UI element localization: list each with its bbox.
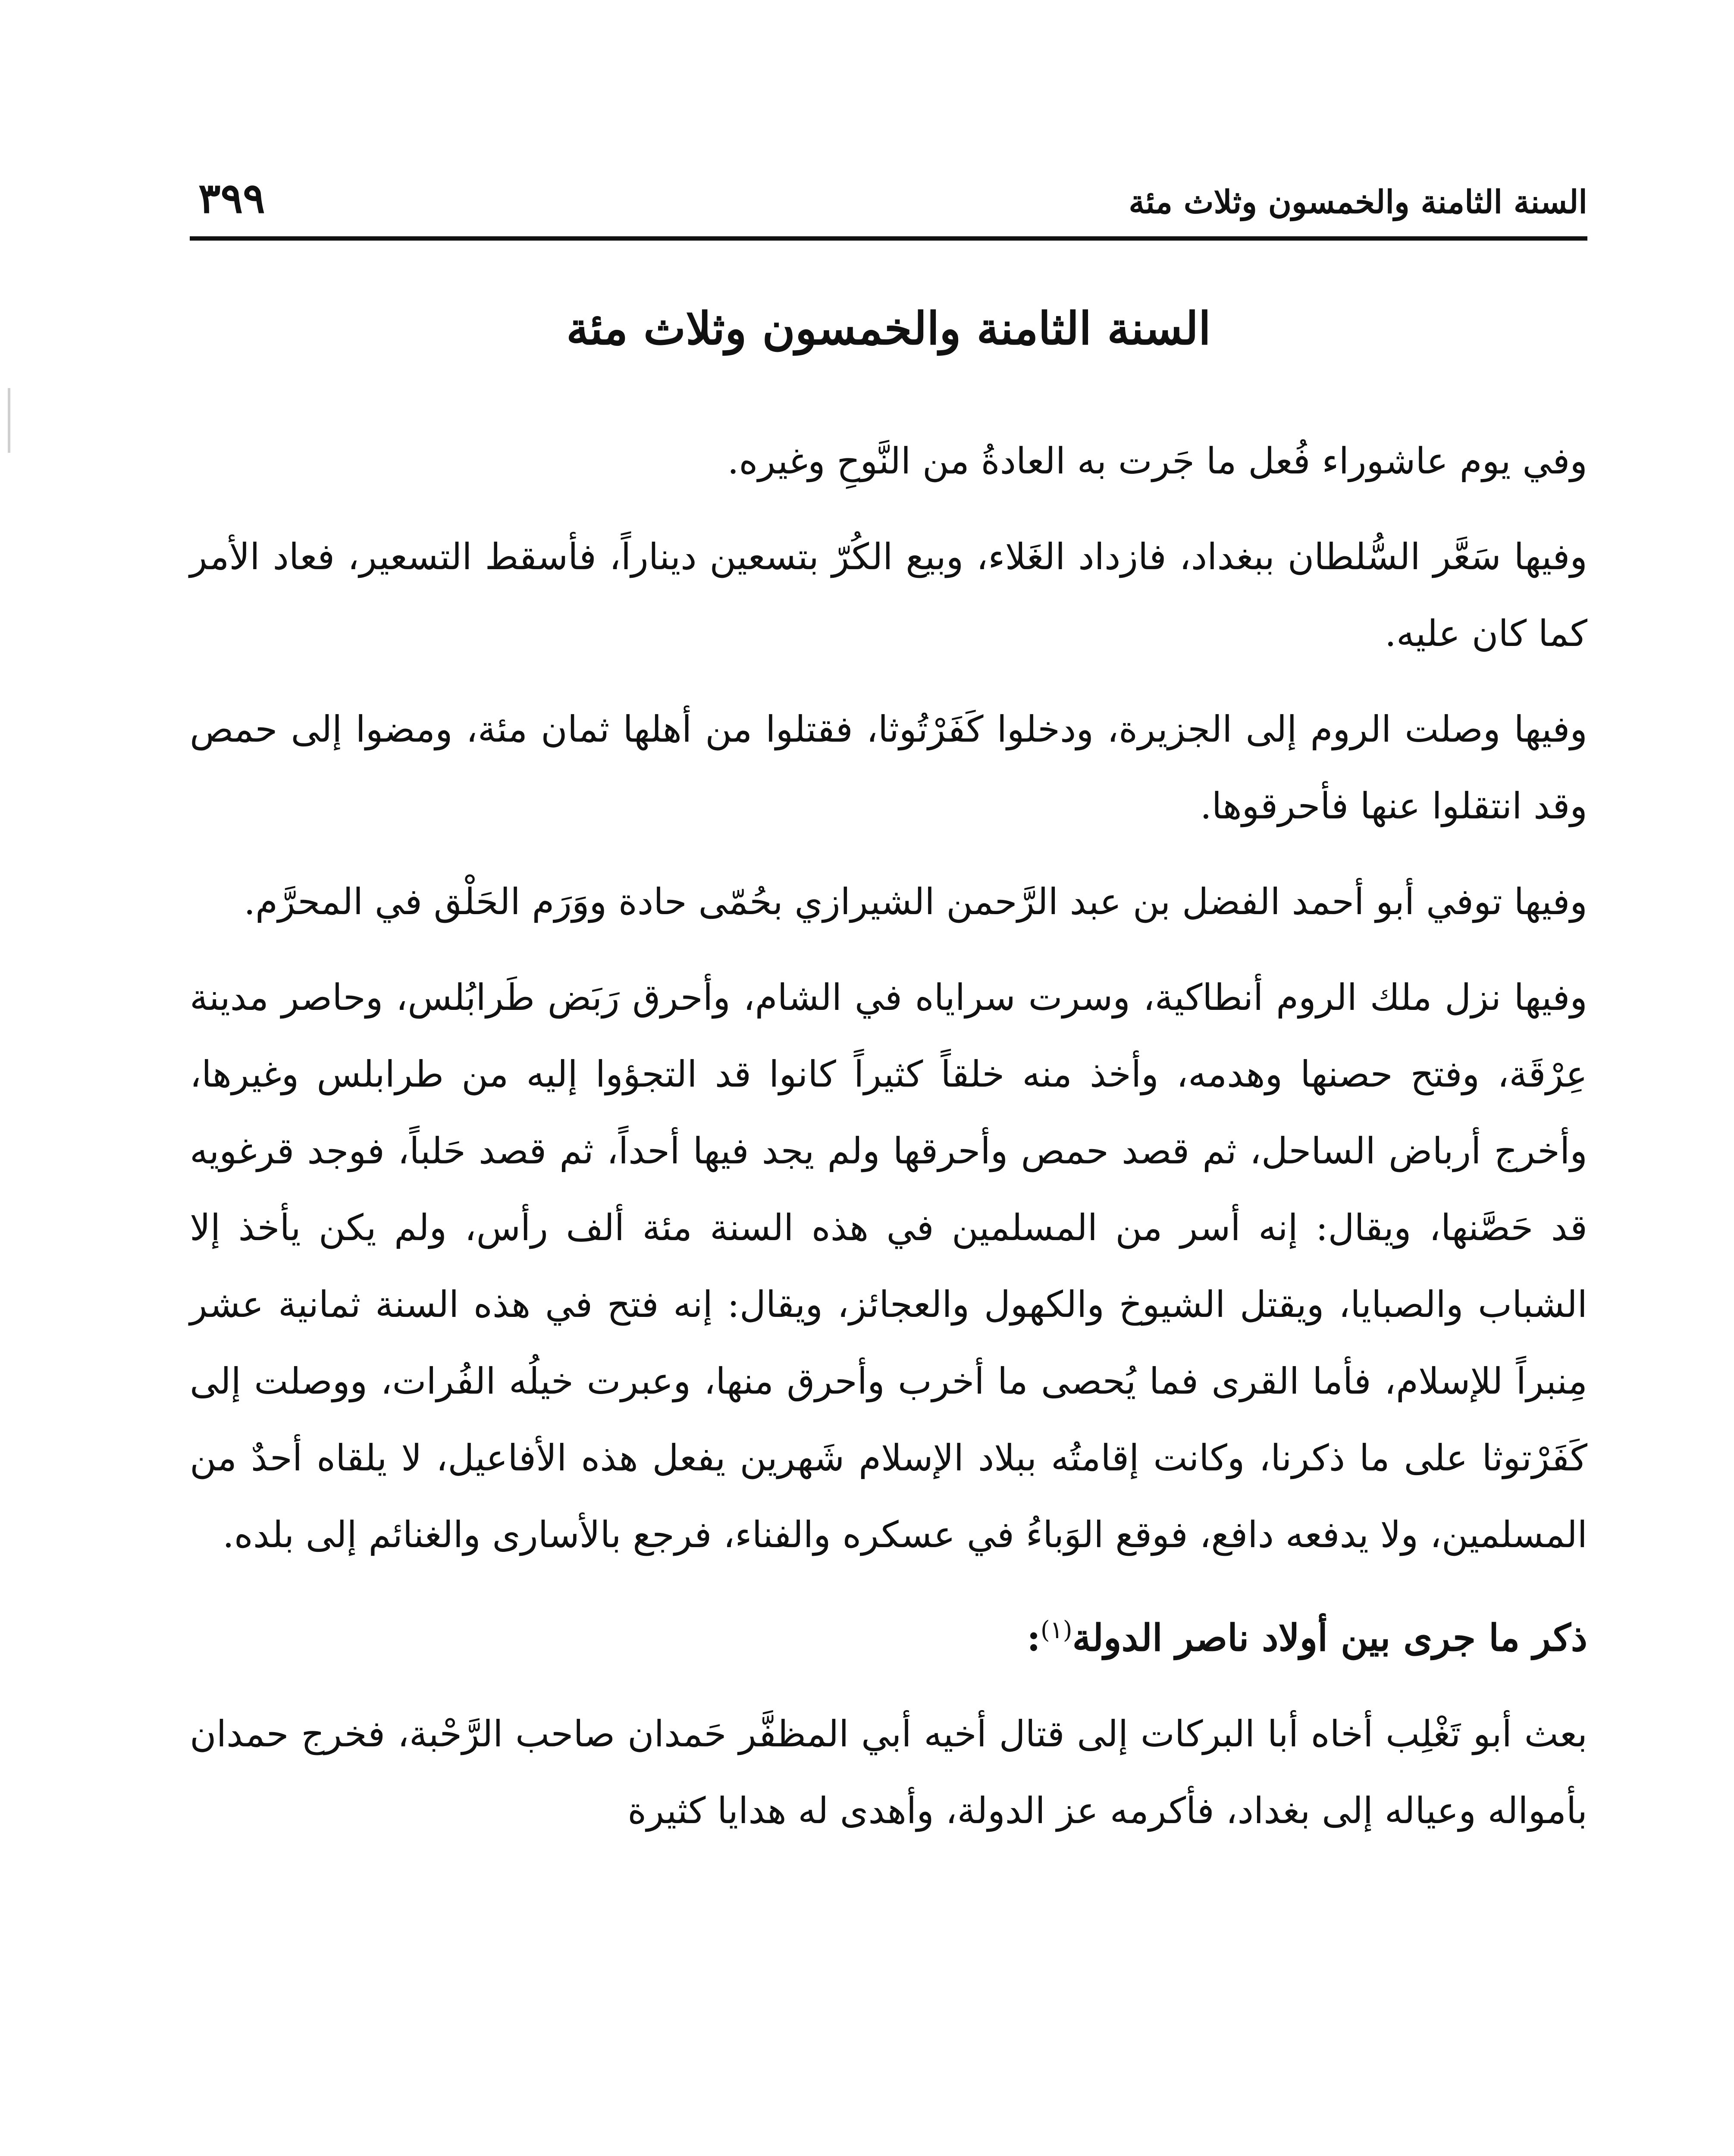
section-heading-suffix: : [1027, 1616, 1041, 1660]
running-title: السنة الثامنة والخمسون وثلاث مئة [1129, 184, 1587, 221]
page-header [190, 164, 1587, 229]
section-heading: ذكر ما جرى بين أولاد ناصر الدولة [1072, 1616, 1587, 1660]
paragraph: وفيها نزل ملك الروم أنطاكية، وسرت سراياه في الشام، وأحرق رَبَض طَرابُلس، وحاصر مدينة عِرْقَة، وفتح حصنها وهدمه، وأخذ منه خلقاً كثيراً كانوا قد التجؤوا إليه من طرابلس وغيرها، وأخرج أرباض الساحل، ثم قصد حمص وأحرقها ولم يجد فيها أحداً، ثم قصد حَلباً، فوجد قرغويه قد حَصَّنها، ويقال: إنه أسر من المسلمين في هذه السنة مئة ألف رأس، ولم يكن يأخذ إلا الشباب والصبايا، ويقتل الشيوخ والكهول والعجائز، ويقال: إنه فتح في هذه السنة ثمانية عشر مِنبراً للإسلام، فأما القرى فما يُحصى ما أخرب وأحرق منها، وعبرت خيلُه الفُرات، ووصلت إلى كَفَرْتوثا على ما ذكرنا، وكانت إقامتُه ببلاد الإسلام شَهرين يفعل هذه الأفاعيل، لا يلقاه أحدٌ من المسلمين، ولا يدفعه دافع، فوقع الوَباءُ في عسكره والفناء، فرجع بالأسارى والغنائم إلى بلده. [190, 976, 1587, 1556]
section-heading-line [190, 1592, 1587, 1677]
header-rule [190, 236, 1587, 241]
body-text [190, 423, 1587, 1868]
paragraph: وفيها وصلت الروم إلى الجزيرة، ودخلوا كَفَرْتُوثا، فقتلوا من أهلها ثمان مئة، ومضوا إلى حمص وقد انتقلوا عنها فأحرقوها. [190, 708, 1587, 827]
chapter-title: السنة الثامنة والخمسون وثلاث مئة [566, 302, 1211, 355]
paragraph: وفيها توفي أبو أحمد الفضل بن عبد الرَّحمن الشيرازي بحُمّى حادة ووَرَم الحَلْق في المحرَّم. [244, 881, 1587, 923]
paragraph: وفي يوم عاشوراء فُعل ما جَرت به العادةُ من النَّوحِ وغيره. [727, 440, 1587, 482]
paragraph: بعث أبو تَغْلِب أخاه أبا البركات إلى قتال أخيه أبي المظفَّر حَمدان صاحب الرَّحْبة، فخرج حمدان بأمواله وعياله إلى بغداد، فأكرمه عز الدولة، وأهدى له هدايا كثيرة [190, 1713, 1587, 1832]
page-number: ٣٩٩ [198, 174, 265, 222]
footnote-marker: (١) [1040, 1616, 1072, 1644]
paragraph: وفيها سَعَّر السُّلطان ببغداد، فازداد الغَلاء، وبيع الكُرّ بتسعين ديناراً، فأسقط التسعير، فعاد الأمر كما كان عليه. [190, 536, 1587, 655]
scan-margin-mark [8, 388, 10, 453]
